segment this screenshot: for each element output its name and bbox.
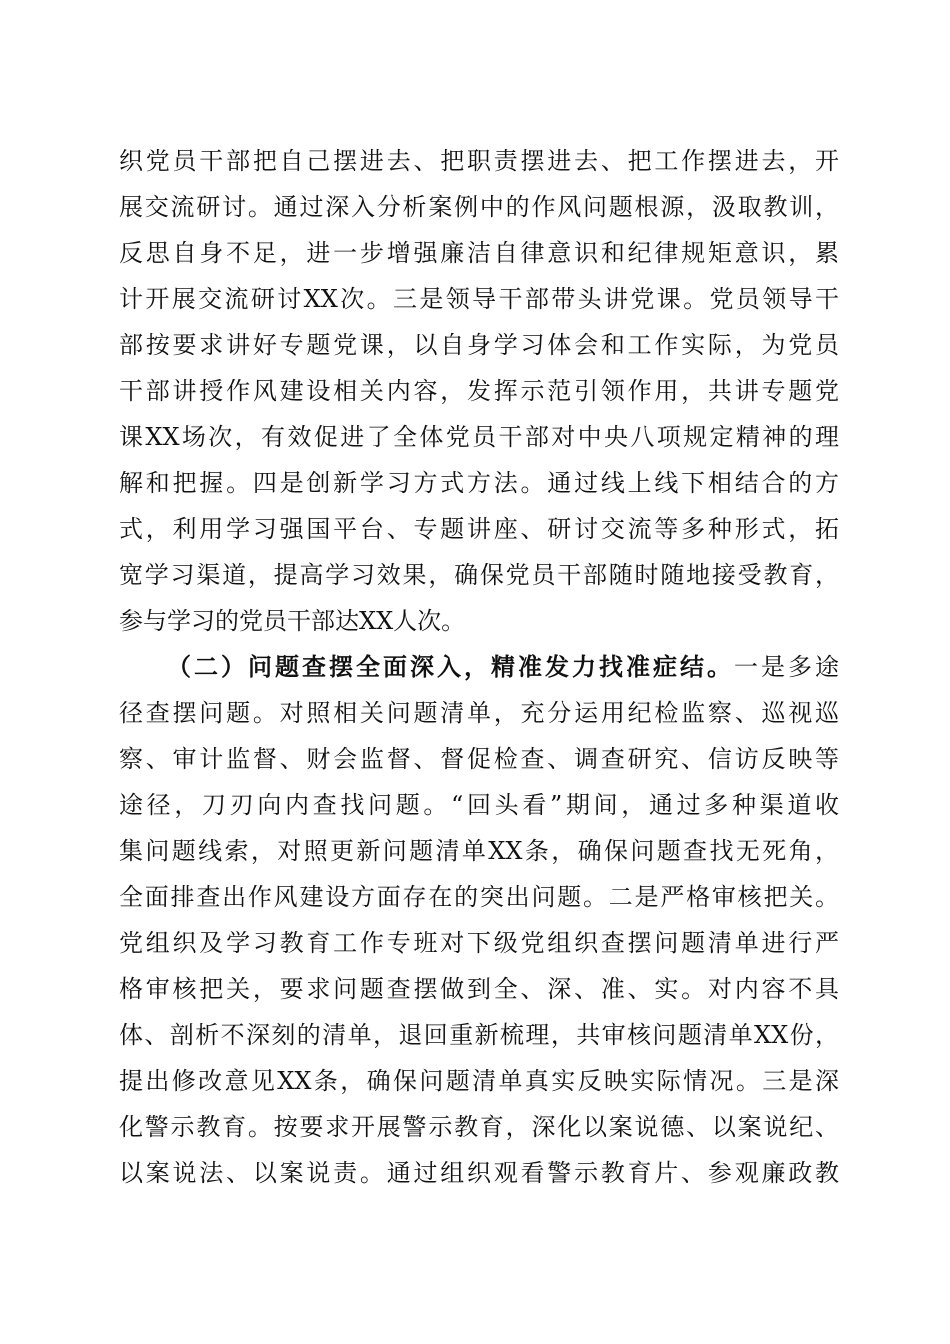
- body-text-line: 党组织及学习教育工作专班对下级党组织查摆问题清单进行严: [119, 929, 839, 957]
- body-text-line: 计开展交流研讨XX次。三是领导干部带头讲党课。党员领导干: [119, 285, 839, 313]
- body-text-line: 集问题线索，对照更新问题清单XX条，确保问题查找无死角，: [119, 837, 839, 865]
- body-text-line: 体、剖析不深刻的清单，退回重新梳理，共审核问题清单XX份，: [119, 1021, 839, 1049]
- body-text-line: 课XX场次，有效促进了全体党员干部对中央八项规定精神的理: [119, 423, 839, 451]
- body-text-line: 格审核把关，要求问题查摆做到全、深、准、实。对内容不具: [119, 975, 839, 1003]
- body-text-line: 以案说法、以案说责。通过组织观看警示教育片、参观廉政教: [119, 1159, 839, 1187]
- section-heading: （二）问题查摆全面深入，精准发力找准症结。: [167, 653, 734, 681]
- section-heading-line: [167, 652, 839, 682]
- body-text-run: 一是多途: [734, 653, 839, 681]
- body-text-line: 全面排查出作风建设方面存在的突出问题。二是严格审核把关。: [119, 883, 839, 911]
- body-text-line: 途径，刀刃向内查找问题。“回头看”期间，通过多种渠道收: [119, 791, 839, 819]
- body-text-line: 参与学习的党员干部达XX人次。: [119, 607, 466, 635]
- body-text-line: 部按要求讲好专题党课，以自身学习体会和工作实际，为党员: [119, 331, 839, 359]
- body-text-line: 宽学习渠道，提高学习效果，确保党员干部随时随地接受教育，: [119, 561, 839, 589]
- body-text-line: 式，利用学习强国平台、专题讲座、研讨交流等多种形式，拓: [119, 515, 839, 543]
- body-text-line: 化警示教育。按要求开展警示教育，深化以案说德、以案说纪、: [119, 1113, 839, 1141]
- body-text-line: 反思自身不足，进一步增强廉洁自律意识和纪律规矩意识，累: [119, 239, 839, 267]
- body-text-line: 干部讲授作风建设相关内容，发挥示范引领作用，共讲专题党: [119, 377, 839, 405]
- body-text-line: 察、审计监督、财会监督、督促检查、调查研究、信访反映等: [119, 745, 839, 773]
- body-text-line: 径查摆问题。对照相关问题清单，充分运用纪检监察、巡视巡: [119, 699, 839, 727]
- body-text-line: 展交流研讨。通过深入分析案例中的作风问题根源，汲取教训，: [119, 193, 839, 221]
- body-text-line: 解和把握。四是创新学习方式方法。通过线上线下相结合的方: [119, 469, 839, 497]
- body-text-line: 织党员干部把自己摆进去、把职责摆进去、把工作摆进去，开: [119, 147, 839, 175]
- body-text-line: 提出修改意见XX条，确保问题清单真实反映实际情况。三是深: [119, 1067, 839, 1095]
